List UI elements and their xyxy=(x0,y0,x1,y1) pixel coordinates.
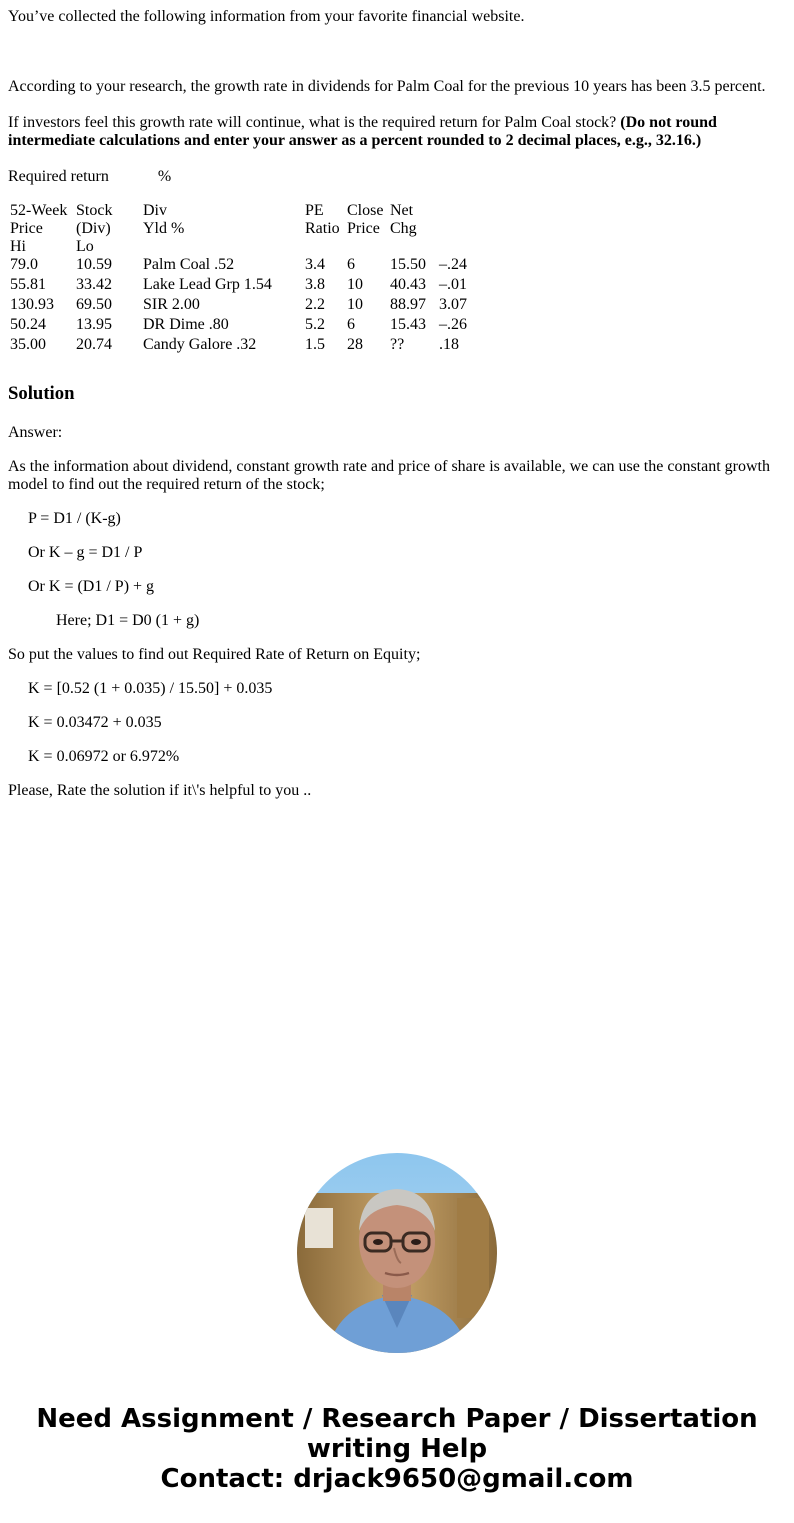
col-header-div: Div Yld % xyxy=(143,202,185,237)
cell-ratio: 10 xyxy=(347,276,363,293)
cell-close: 88.97 xyxy=(390,296,426,313)
cell-blank xyxy=(285,276,303,296)
cell-name: Palm Coal .52 xyxy=(143,256,235,273)
solution-heading: Solution xyxy=(8,383,75,404)
table-row xyxy=(8,316,477,336)
cell-blank xyxy=(285,296,303,316)
avatar xyxy=(297,1153,497,1353)
cell-hi: 35.00 xyxy=(10,336,46,353)
cell-hi: 55.81 xyxy=(10,276,46,293)
table-row xyxy=(8,256,477,276)
required-return-label: Required return xyxy=(8,168,109,185)
calc-line: K = 0.06972 or 6.972% xyxy=(28,748,180,765)
cell-chg: –.26 xyxy=(439,316,467,333)
question-text xyxy=(8,114,786,150)
formula-line: P = D1 / (K-g) xyxy=(28,510,121,527)
cell-ratio: 28 xyxy=(347,336,363,353)
cell-pe: 3.4 xyxy=(305,256,325,273)
footer-line: Need Assignment / Research Paper / Dissertation xyxy=(36,1404,758,1434)
cell-lo: 69.50 xyxy=(76,296,112,313)
cell-chg: –.24 xyxy=(439,256,467,273)
required-return-line xyxy=(8,168,171,186)
cell-close: 15.50 xyxy=(390,256,426,273)
footer-banner xyxy=(0,1404,794,1494)
footer-line: writing Help xyxy=(306,1434,488,1464)
col-header-52week: 52-Week Price Hi xyxy=(10,202,68,255)
calc-line: K = [0.52 (1 + 0.035) / 15.50] + 0.035 xyxy=(28,680,273,697)
cell-lo: 13.95 xyxy=(76,316,112,333)
calc-line: K = 0.03472 + 0.035 xyxy=(28,714,162,731)
cell-name: Lake Lead Grp 1.54 xyxy=(143,276,272,293)
cell-lo: 10.59 xyxy=(76,256,112,273)
col-header-close: Close Price xyxy=(347,202,384,237)
col-header-extra xyxy=(437,202,477,256)
col-header-blank xyxy=(285,202,303,256)
cell-name: DR Dime .80 xyxy=(143,316,229,333)
cell-pe: 3.8 xyxy=(305,276,325,293)
answer-label: Answer: xyxy=(8,424,63,441)
question-ask: If investors feel this growth rate will continue, what is the required return for Palm Coal stock? xyxy=(8,114,621,131)
cell-chg: –.01 xyxy=(439,276,467,293)
cell-hi: 79.0 xyxy=(10,256,38,273)
cell-close: 40.43 xyxy=(390,276,426,293)
cell-ratio: 6 xyxy=(347,256,355,273)
formula-line: Or K – g = D1 / P xyxy=(28,544,143,561)
percent-unit: % xyxy=(157,168,172,185)
cell-close: 15.43 xyxy=(390,316,426,333)
cell-blank xyxy=(285,316,303,336)
put-values-text: So put the values to find out Required Rate of Return on Equity; xyxy=(8,646,421,663)
cell-hi: 50.24 xyxy=(10,316,46,333)
formula-line: Here; D1 = D0 (1 + g) xyxy=(56,612,200,629)
cell-lo: 20.74 xyxy=(76,336,112,353)
cell-pe: 1.5 xyxy=(305,336,325,353)
explanation-text: As the information about dividend, constant growth rate and price of share is available, we can use the constant growth model to find out the required return of the stock; xyxy=(8,458,770,493)
table-row xyxy=(8,296,477,316)
cell-chg: .18 xyxy=(439,336,459,353)
cell-blank xyxy=(285,336,303,356)
table-row xyxy=(8,276,477,296)
cell-pe: 5.2 xyxy=(305,316,325,333)
cell-blank xyxy=(285,256,303,276)
footer-contact: Contact: drjack9650@gmail.com xyxy=(160,1464,634,1494)
col-header-stock: Stock (Div) Lo xyxy=(76,202,113,255)
stock-table xyxy=(8,202,477,356)
cell-ratio: 10 xyxy=(347,296,363,313)
col-header-pe: PE Ratio xyxy=(305,202,340,237)
cell-chg: 3.07 xyxy=(439,296,467,313)
formula-line: Or K = (D1 / P) + g xyxy=(28,578,155,595)
table-row xyxy=(8,336,477,356)
cell-ratio: 6 xyxy=(347,316,355,333)
intro-text: You’ve collected the following information from your favorite financial website. xyxy=(8,8,525,25)
cell-name: Candy Galore .32 xyxy=(143,336,257,353)
cell-lo: 33.42 xyxy=(76,276,112,293)
cell-hi: 130.93 xyxy=(10,296,54,313)
table-header-row xyxy=(8,202,477,256)
rate-text: Please, Rate the solution if it\'s helpful to you .. xyxy=(8,782,312,799)
avatar-portrait-image xyxy=(297,1153,497,1353)
research-text: According to your research, the growth rate in dividends for Palm Coal for the previous 10 years has been 3.5 percent. xyxy=(8,78,766,95)
question-instructions: (Do not round intermediate calculations and enter your answer as a percent rounded to 2 decimal places, e.g., 32.16.) xyxy=(8,114,717,149)
col-header-net: Net Chg xyxy=(390,202,417,237)
cell-close: ?? xyxy=(390,336,405,353)
cell-pe: 2.2 xyxy=(305,296,325,313)
cell-name: SIR 2.00 xyxy=(143,296,200,313)
